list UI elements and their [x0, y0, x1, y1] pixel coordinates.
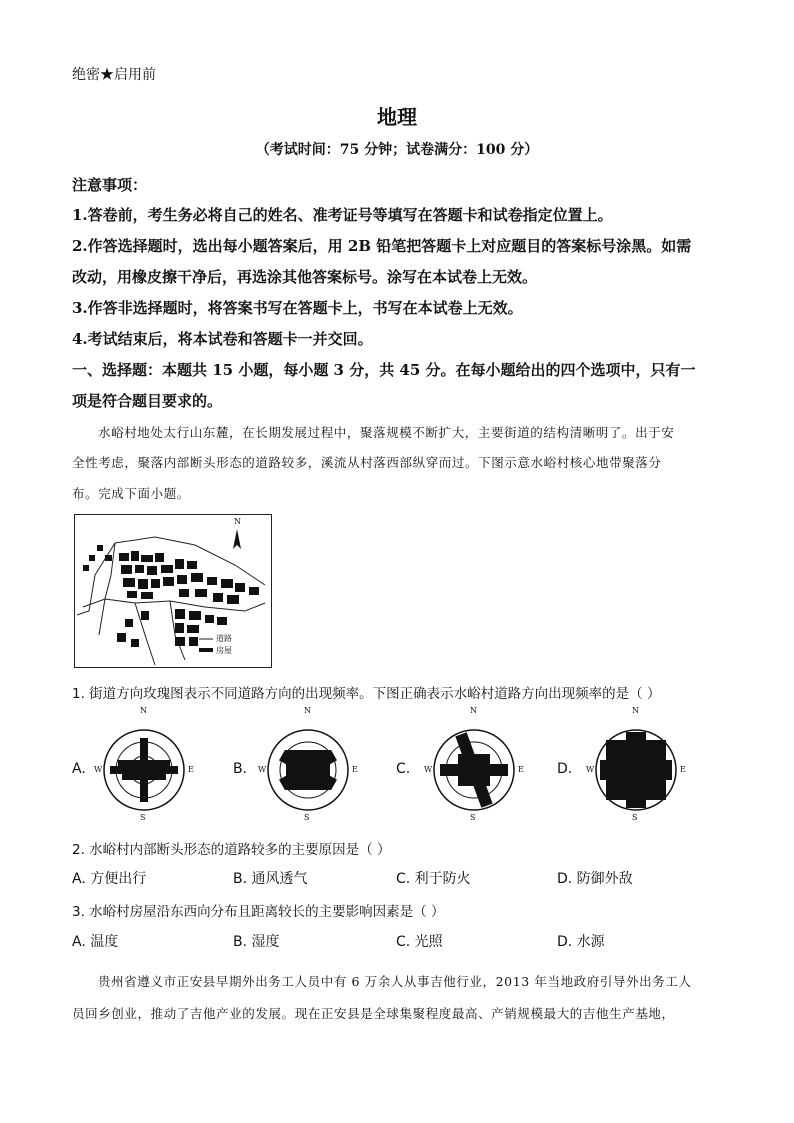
note-item: 3.作答非选择题时，将答案书写在答题卡上，书写在本试卷上无效。 [72, 299, 523, 317]
rose-e: E [518, 765, 524, 774]
rose-w: W [586, 765, 595, 774]
option-d[interactable]: D. 防御外敌 [557, 871, 633, 887]
question-3-stem: 3. 水峪村房屋沿东西向分布且距离较长的主要影响因素是（ ） [72, 904, 445, 920]
section-heading-cont: 项是符合题目要求的。 [72, 392, 223, 410]
rose-e: E [680, 765, 686, 774]
rose-w: W [258, 765, 267, 774]
village-map [74, 514, 272, 668]
passage-line: 布。完成下面小题。 [72, 486, 190, 501]
rose-n: N [470, 706, 477, 715]
passage-line: 贵州省遵义市正安县早期外出务工人员中有 6 万余人从事吉他行业，2013 年当地政府引导外出务工人 [98, 974, 692, 989]
rose-diagram-b [252, 706, 372, 822]
option-c-label: C. [396, 761, 411, 777]
option-c[interactable]: C. 光照 [396, 934, 443, 950]
notes-heading: 注意事项： [72, 176, 148, 194]
rose-w: W [94, 765, 103, 774]
village-map-drawing [75, 515, 271, 667]
legend-road: 道路 [216, 634, 232, 643]
rose-diagram-a [88, 706, 208, 822]
note-item: 2.作答选择题时，选出每小题答案后，用 2B 铅笔把答题卡上对应题目的答案标号涂黑。如需 [72, 237, 692, 255]
rose-e: E [352, 765, 358, 774]
note-item: 1.答卷前，考生务必将自己的姓名、准考证号等填写在答题卡和试卷指定位置上。 [72, 206, 613, 224]
note-item: 改动，用橡皮擦干净后，再选涂其他答案标号。涂写在本试卷上无效。 [72, 268, 538, 286]
rose-n: N [140, 706, 147, 715]
option-d[interactable]: D. 水源 [557, 934, 605, 950]
rose-diagram-d [580, 706, 700, 822]
option-b-label: B. [233, 761, 248, 777]
option-b[interactable]: B. 湿度 [233, 934, 280, 950]
rose-s: S [304, 813, 310, 822]
rose-n: N [304, 706, 311, 715]
question-1-stem: 1. 街道方向玫瑰图表示不同道路方向的出现频率。下图正确表示水峪村道路方向出现频率的是（ ） [72, 686, 661, 702]
exam-info: （考试时间：75 分钟；试卷满分：100 分） [255, 142, 539, 158]
section-heading: 一、选择题：本题共 15 小题，每小题 3 分，共 45 分。在每小题给出的四个选项中，只有一 [72, 361, 696, 379]
rose-e: E [188, 765, 194, 774]
option-a[interactable]: A. 温度 [72, 934, 119, 950]
passage-line: 员回乡创业，推动了吉他产业的发展。现在正安县是全球集聚程度最高、产销规模最大的吉他生产基地， [72, 1006, 675, 1021]
option-b[interactable]: B. 通风透气 [233, 871, 308, 887]
option-c[interactable]: C. 利于防火 [396, 871, 471, 887]
rose-s: S [632, 813, 638, 822]
passage-line: 全性考虑，聚落内部断头形态的道路较多，溪流从村落西部纵穿而过。下图示意水峪村核心地带聚落分 [72, 455, 662, 470]
passage-line: 水峪村地处太行山东麓，在长期发展过程中，聚落规模不断扩大，主要街道的结构清晰明了。出于安 [98, 425, 675, 440]
rose-w: W [424, 765, 433, 774]
rose-diagram-c [418, 706, 538, 822]
rose-s: S [140, 813, 146, 822]
option-d-label: D. [557, 761, 573, 777]
note-item: 4.考试结束后，将本试卷和答题卡一并交回。 [72, 330, 373, 348]
question-2-stem: 2. 水峪村内部断头形态的道路较多的主要原因是（ ） [72, 842, 391, 858]
option-a[interactable]: A. 方便出行 [72, 871, 147, 887]
rose-s: S [470, 813, 476, 822]
page-title: 地理 [377, 105, 417, 129]
legend-house: 房屋 [216, 646, 232, 655]
confidential-mark: 绝密★启用前 [72, 67, 156, 83]
rose-n: N [632, 706, 639, 715]
north-label: N [234, 517, 241, 526]
option-a-label: A. [72, 761, 86, 777]
